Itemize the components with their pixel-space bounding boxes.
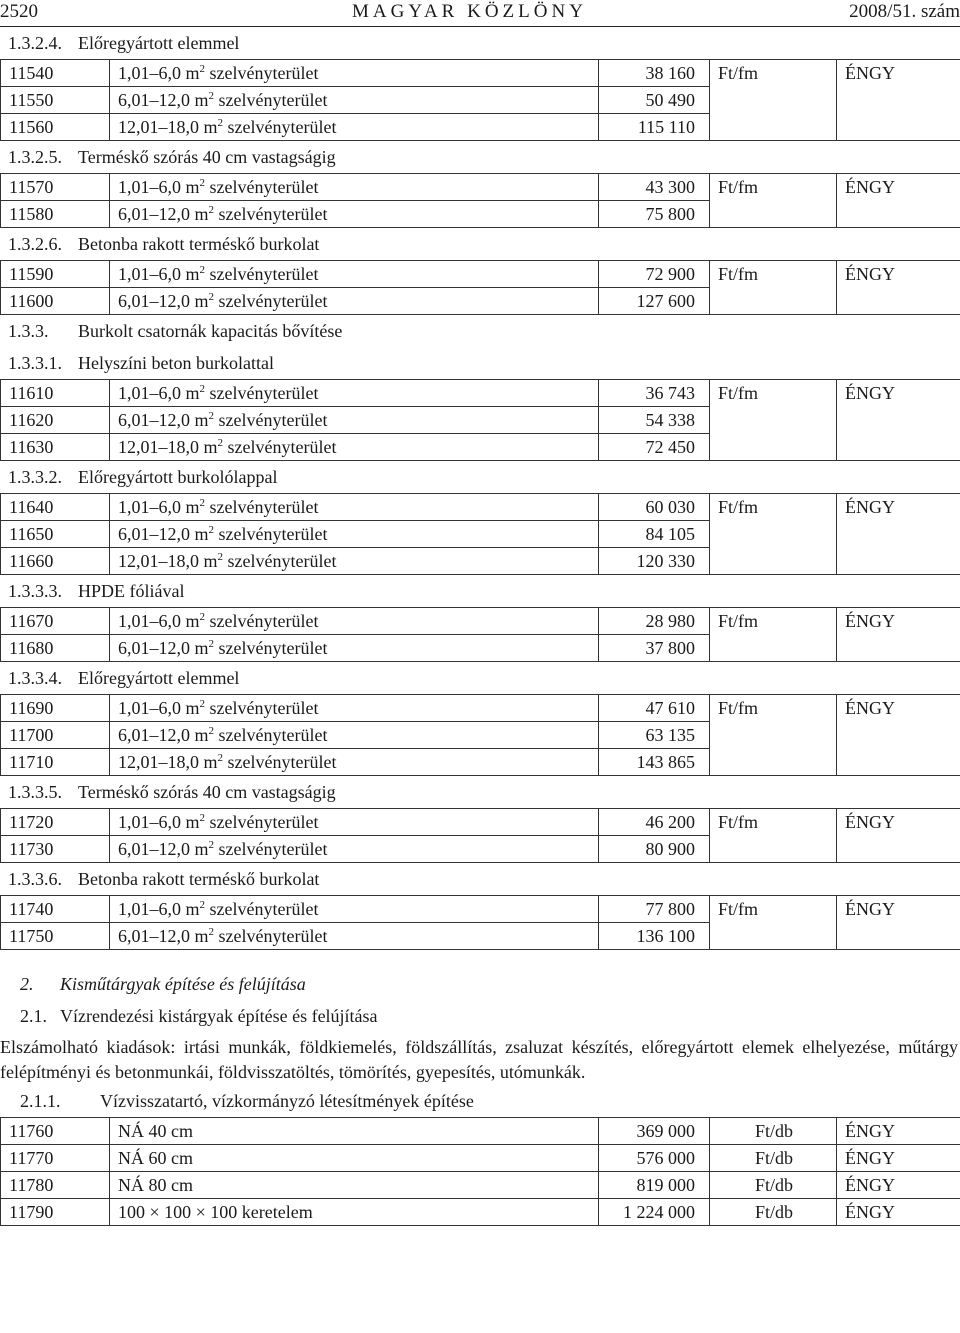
publication-title: MAGYAR KÖZLÖNY xyxy=(352,1,587,22)
item-code: 11580 xyxy=(1,201,110,228)
section-title: Betonba rakott terméskő burkolat xyxy=(78,869,320,889)
table-row xyxy=(1,380,960,407)
item-amount: 38 160 xyxy=(599,60,710,87)
item-description: NÁ 40 cm xyxy=(110,1118,599,1145)
item-description: 6,01–12,0 $m^2$ szelvényterület xyxy=(110,521,599,548)
section-heading xyxy=(0,1000,960,1032)
superscript-2: 2 xyxy=(217,116,224,129)
unit-suffix: szelvényterület xyxy=(218,203,328,224)
item-code: 11570 xyxy=(1,174,110,201)
unit-cell: Ft/fm xyxy=(710,60,837,141)
org-cell: ÉNGY xyxy=(837,1199,960,1226)
range-value: 6,01–12,0 xyxy=(118,724,190,745)
superscript-2: 2 xyxy=(217,436,224,449)
section-title: Terméskő szórás 40 cm vastagságig xyxy=(78,782,336,802)
item-description: 12,01–18,0 $m^2$ szelvényterület xyxy=(110,749,599,776)
unit-cell: Ft/fm xyxy=(710,809,837,863)
item-amount: 43 300 xyxy=(599,174,710,201)
unit-cell: Ft/db xyxy=(710,1145,837,1172)
unit-cell: Ft/fm xyxy=(710,695,837,776)
unit-suffix: szelvényterület xyxy=(218,89,328,110)
section-heading xyxy=(0,662,960,694)
superscript-2: 2 xyxy=(199,697,206,710)
item-amount: 28 980 xyxy=(599,608,710,635)
item-description: 12,01–18,0 $m^2$ szelvényterület xyxy=(110,548,599,575)
item-code: 11640 xyxy=(1,494,110,521)
item-amount: 819 000 xyxy=(599,1172,710,1199)
item-description: NÁ 60 cm xyxy=(110,1145,599,1172)
item-code: 11770 xyxy=(1,1145,110,1172)
item-amount: 576 000 xyxy=(599,1145,710,1172)
superscript-2: 2 xyxy=(199,176,206,189)
item-description: 1,01–6,0 $m^2$ szelvényterület xyxy=(110,174,599,201)
table-row xyxy=(1,1199,960,1226)
section-title: Előregyártott elemmel xyxy=(78,668,240,688)
table-row xyxy=(1,261,960,288)
section-number: 1.3.2.4. xyxy=(8,33,62,53)
table-row xyxy=(1,896,960,923)
section-title: Betonba rakott terméskő burkolat xyxy=(78,234,320,254)
item-amount: 120 330 xyxy=(599,548,710,575)
price-table xyxy=(0,694,960,776)
item-amount: 136 100 xyxy=(599,923,710,950)
unit-cell: Ft/fm xyxy=(710,380,837,461)
section-heading xyxy=(0,863,960,895)
price-table xyxy=(0,173,960,228)
price-table xyxy=(0,493,960,575)
item-code: 11590 xyxy=(1,261,110,288)
unit-cell: Ft/db xyxy=(710,1199,837,1226)
item-amount: 36 743 xyxy=(599,380,710,407)
item-code: 11740 xyxy=(1,896,110,923)
item-description: 1,01–6,0 $m^2$ szelvényterület xyxy=(110,60,599,87)
price-table xyxy=(0,379,960,461)
item-code: 11790 xyxy=(1,1199,110,1226)
superscript-2: 2 xyxy=(208,637,215,650)
range-value: 1,01–6,0 xyxy=(118,697,181,718)
org-cell: ÉNGY xyxy=(837,1172,960,1199)
section-title: Terméskő szórás 40 cm vastagságig xyxy=(78,147,336,167)
superscript-2: 2 xyxy=(208,89,215,102)
unit-cell: Ft/fm xyxy=(710,494,837,575)
item-amount: 72 450 xyxy=(599,434,710,461)
price-table xyxy=(0,1117,960,1226)
section-title: Előregyártott burkolólappal xyxy=(78,467,278,487)
table-row xyxy=(1,494,960,521)
issue-number: 2008/51. szám xyxy=(849,1,960,22)
item-description: 100 × 100 × 100 keretelem xyxy=(110,1199,599,1226)
item-code: 11690 xyxy=(1,695,110,722)
item-description: 1,01–6,0 $m^2$ szelvényterület xyxy=(110,896,599,923)
superscript-2: 2 xyxy=(208,290,215,303)
section-title: Burkolt csatornák kapacitás bővítése xyxy=(78,321,343,341)
unit-cell: Ft/fm xyxy=(710,608,837,662)
range-value: 6,01–12,0 xyxy=(118,203,190,224)
section-spacer xyxy=(0,950,960,968)
item-description: 6,01–12,0 $m^2$ szelvényterület xyxy=(110,201,599,228)
section-number: 1.3.2.6. xyxy=(8,234,62,254)
item-amount: 127 600 xyxy=(599,288,710,315)
org-cell: ÉNGY xyxy=(837,608,960,662)
item-description: 1,01–6,0 $m^2$ szelvényterület xyxy=(110,380,599,407)
item-code: 11550 xyxy=(1,87,110,114)
item-amount: 115 110 xyxy=(599,114,710,141)
item-code: 11680 xyxy=(1,635,110,662)
item-amount: 50 490 xyxy=(599,87,710,114)
range-value: 6,01–12,0 xyxy=(118,637,190,658)
item-code: 11620 xyxy=(1,407,110,434)
item-code: 11670 xyxy=(1,608,110,635)
item-code: 11720 xyxy=(1,809,110,836)
item-amount: 72 900 xyxy=(599,261,710,288)
item-code: 11540 xyxy=(1,60,110,87)
unit-suffix: szelvényterület xyxy=(218,637,328,658)
section-number: 1.3.3. xyxy=(8,321,49,341)
unit-suffix: szelvényterület xyxy=(209,898,319,919)
section-number: 1.3.3.2. xyxy=(8,467,62,487)
range-value: 1,01–6,0 xyxy=(118,263,181,284)
org-cell: ÉNGY xyxy=(837,896,960,950)
item-description: 6,01–12,0 $m^2$ szelvényterület xyxy=(110,87,599,114)
org-cell: ÉNGY xyxy=(837,695,960,776)
org-cell: ÉNGY xyxy=(837,174,960,228)
unit-suffix: szelvényterület xyxy=(218,290,328,311)
item-amount: 46 200 xyxy=(599,809,710,836)
range-value: 12,01–18,0 xyxy=(118,550,199,571)
section-heading xyxy=(0,228,960,260)
item-amount: 77 800 xyxy=(599,896,710,923)
table-row xyxy=(1,695,960,722)
item-code: 11600 xyxy=(1,288,110,315)
section-heading xyxy=(0,1085,960,1117)
unit-cell: Ft/db xyxy=(710,1118,837,1145)
page-number: 2520 xyxy=(0,1,38,22)
eligible-costs-paragraph: Elszámolható kiadások: irtási munkák, földkiemelés, földszállítás, zsaluzat készítés, előregyártott elemek elhelyezése, műtárgy felépítményi és betonmunkái, földvisszatöltés, tömörítés, gyepesítés, utómunkák. xyxy=(0,1037,958,1082)
table-row xyxy=(1,1145,960,1172)
section-number: 2.1. xyxy=(20,1006,47,1026)
table-row xyxy=(1,809,960,836)
unit-suffix: szelvényterület xyxy=(209,62,319,83)
item-description: NÁ 80 cm xyxy=(110,1172,599,1199)
section-title: Vízvisszatartó, vízkormányzó létesítmények építése xyxy=(100,1091,474,1111)
section-number: 1.3.3.5. xyxy=(8,782,62,802)
range-value: 1,01–6,0 xyxy=(118,496,181,517)
range-value: 6,01–12,0 xyxy=(118,409,190,430)
section-number: 1.3.3.4. xyxy=(8,668,62,688)
item-amount: 60 030 xyxy=(599,494,710,521)
item-description: 12,01–18,0 $m^2$ szelvényterület xyxy=(110,114,599,141)
item-code: 11650 xyxy=(1,521,110,548)
section-heading xyxy=(0,776,960,808)
item-amount: 54 338 xyxy=(599,407,710,434)
section-heading xyxy=(0,575,960,607)
item-code: 11730 xyxy=(1,836,110,863)
unit-cell: Ft/fm xyxy=(710,261,837,315)
unit-suffix: szelvényterület xyxy=(227,116,337,137)
price-table xyxy=(0,808,960,863)
item-code: 11610 xyxy=(1,380,110,407)
superscript-2: 2 xyxy=(199,610,206,623)
item-amount: 37 800 xyxy=(599,635,710,662)
unit-suffix: szelvényterület xyxy=(218,838,328,859)
section-number: 1.3.2.5. xyxy=(8,147,62,167)
price-table xyxy=(0,895,960,950)
item-amount: 1 224 000 xyxy=(599,1199,710,1226)
section-title: Előregyártott elemmel xyxy=(78,33,240,53)
section-heading xyxy=(0,141,960,173)
unit-cell: Ft/fm xyxy=(710,174,837,228)
superscript-2: 2 xyxy=(199,62,206,75)
item-amount: 80 900 xyxy=(599,836,710,863)
superscript-2: 2 xyxy=(199,811,206,824)
unit-suffix: szelvényterület xyxy=(227,550,337,571)
superscript-2: 2 xyxy=(208,523,215,536)
superscript-2: 2 xyxy=(208,925,215,938)
range-value: 6,01–12,0 xyxy=(118,89,190,110)
document-body xyxy=(0,27,960,1226)
range-value: 1,01–6,0 xyxy=(118,62,181,83)
price-table xyxy=(0,607,960,662)
item-code: 11780 xyxy=(1,1172,110,1199)
org-cell: ÉNGY xyxy=(837,1145,960,1172)
range-value: 1,01–6,0 xyxy=(118,610,181,631)
unit-suffix: szelvényterület xyxy=(227,751,337,772)
range-value: 6,01–12,0 xyxy=(118,925,190,946)
org-cell: ÉNGY xyxy=(837,261,960,315)
unit-suffix: szelvényterület xyxy=(218,925,328,946)
org-cell: ÉNGY xyxy=(837,380,960,461)
item-description: 6,01–12,0 $m^2$ szelvényterület xyxy=(110,923,599,950)
section-title: HPDE fóliával xyxy=(78,581,185,601)
item-code: 11630 xyxy=(1,434,110,461)
unit-suffix: szelvényterület xyxy=(218,724,328,745)
item-amount: 369 000 xyxy=(599,1118,710,1145)
unit-suffix: szelvényterület xyxy=(227,436,337,457)
unit-cell: Ft/db xyxy=(710,1172,837,1199)
superscript-2: 2 xyxy=(199,263,206,276)
table-row xyxy=(1,174,960,201)
section-heading xyxy=(0,968,960,1000)
superscript-2: 2 xyxy=(217,550,224,563)
table-row xyxy=(1,1172,960,1199)
item-code: 11660 xyxy=(1,548,110,575)
range-value: 6,01–12,0 xyxy=(118,290,190,311)
unit-suffix: szelvényterület xyxy=(209,496,319,517)
item-description: 6,01–12,0 $m^2$ szelvényterület xyxy=(110,635,599,662)
range-value: 12,01–18,0 xyxy=(118,116,199,137)
section-number: 2. xyxy=(20,974,34,994)
range-value: 1,01–6,0 xyxy=(118,382,181,403)
superscript-2: 2 xyxy=(208,838,215,851)
unit-suffix: szelvényterület xyxy=(209,610,319,631)
item-code: 11710 xyxy=(1,749,110,776)
table-row xyxy=(1,608,960,635)
range-value: 1,01–6,0 xyxy=(118,176,181,197)
range-value: 12,01–18,0 xyxy=(118,751,199,772)
item-code: 11760 xyxy=(1,1118,110,1145)
range-value: 12,01–18,0 xyxy=(118,436,199,457)
section-number: 1.3.3.1. xyxy=(8,353,62,373)
item-description: 6,01–12,0 $m^2$ szelvényterület xyxy=(110,407,599,434)
item-amount: 47 610 xyxy=(599,695,710,722)
item-description: 1,01–6,0 $m^2$ szelvényterület xyxy=(110,608,599,635)
unit-suffix: szelvényterület xyxy=(209,811,319,832)
page-header xyxy=(0,0,960,27)
superscript-2: 2 xyxy=(208,724,215,737)
item-code: 11700 xyxy=(1,722,110,749)
section-heading xyxy=(0,315,960,347)
superscript-2: 2 xyxy=(208,409,215,422)
section-number: 2.1.1. xyxy=(20,1091,61,1111)
unit-suffix: szelvényterület xyxy=(218,523,328,544)
section-number: 1.3.3.3. xyxy=(8,581,62,601)
superscript-2: 2 xyxy=(199,496,206,509)
unit-suffix: szelvényterület xyxy=(209,263,319,284)
unit-cell: Ft/fm xyxy=(710,896,837,950)
section-heading xyxy=(0,347,960,379)
item-description: 1,01–6,0 $m^2$ szelvényterület xyxy=(110,494,599,521)
section-heading xyxy=(0,27,960,59)
section-heading xyxy=(0,461,960,493)
superscript-2: 2 xyxy=(217,751,224,764)
item-amount: 63 135 xyxy=(599,722,710,749)
table-row xyxy=(1,1118,960,1145)
item-description: 1,01–6,0 $m^2$ szelvényterület xyxy=(110,261,599,288)
item-amount: 143 865 xyxy=(599,749,710,776)
unit-suffix: szelvényterület xyxy=(209,176,319,197)
item-code: 11750 xyxy=(1,923,110,950)
section-title: Helyszíni beton burkolattal xyxy=(78,353,274,373)
range-value: 6,01–12,0 xyxy=(118,838,190,859)
superscript-2: 2 xyxy=(199,382,206,395)
superscript-2: 2 xyxy=(208,203,215,216)
org-cell: ÉNGY xyxy=(837,494,960,575)
item-description: 1,01–6,0 $m^2$ szelvényterület xyxy=(110,695,599,722)
range-value: 1,01–6,0 xyxy=(118,811,181,832)
org-cell: ÉNGY xyxy=(837,60,960,141)
item-amount: 84 105 xyxy=(599,521,710,548)
range-value: 1,01–6,0 xyxy=(118,898,181,919)
price-table xyxy=(0,59,960,141)
item-description: 12,01–18,0 $m^2$ szelvényterület xyxy=(110,434,599,461)
section-title: Vízrendezési kistárgyak építése és felújítása xyxy=(60,1006,378,1026)
unit-suffix: szelvényterület xyxy=(218,409,328,430)
table-row xyxy=(1,60,960,87)
item-amount: 75 800 xyxy=(599,201,710,228)
section-number: 1.3.3.6. xyxy=(8,869,62,889)
item-code: 11560 xyxy=(1,114,110,141)
item-description: 6,01–12,0 $m^2$ szelvényterület xyxy=(110,288,599,315)
unit-suffix: szelvényterület xyxy=(209,382,319,403)
item-description: 1,01–6,0 $m^2$ szelvényterület xyxy=(110,809,599,836)
unit-suffix: szelvényterület xyxy=(209,697,319,718)
item-description: 6,01–12,0 $m^2$ szelvényterület xyxy=(110,722,599,749)
item-description: 6,01–12,0 $m^2$ szelvényterület xyxy=(110,836,599,863)
section-title: Kisműtárgyak építése és felújítása xyxy=(60,974,306,994)
org-cell: ÉNGY xyxy=(837,809,960,863)
org-cell: ÉNGY xyxy=(837,1118,960,1145)
price-table xyxy=(0,260,960,315)
range-value: 6,01–12,0 xyxy=(118,523,190,544)
superscript-2: 2 xyxy=(199,898,206,911)
